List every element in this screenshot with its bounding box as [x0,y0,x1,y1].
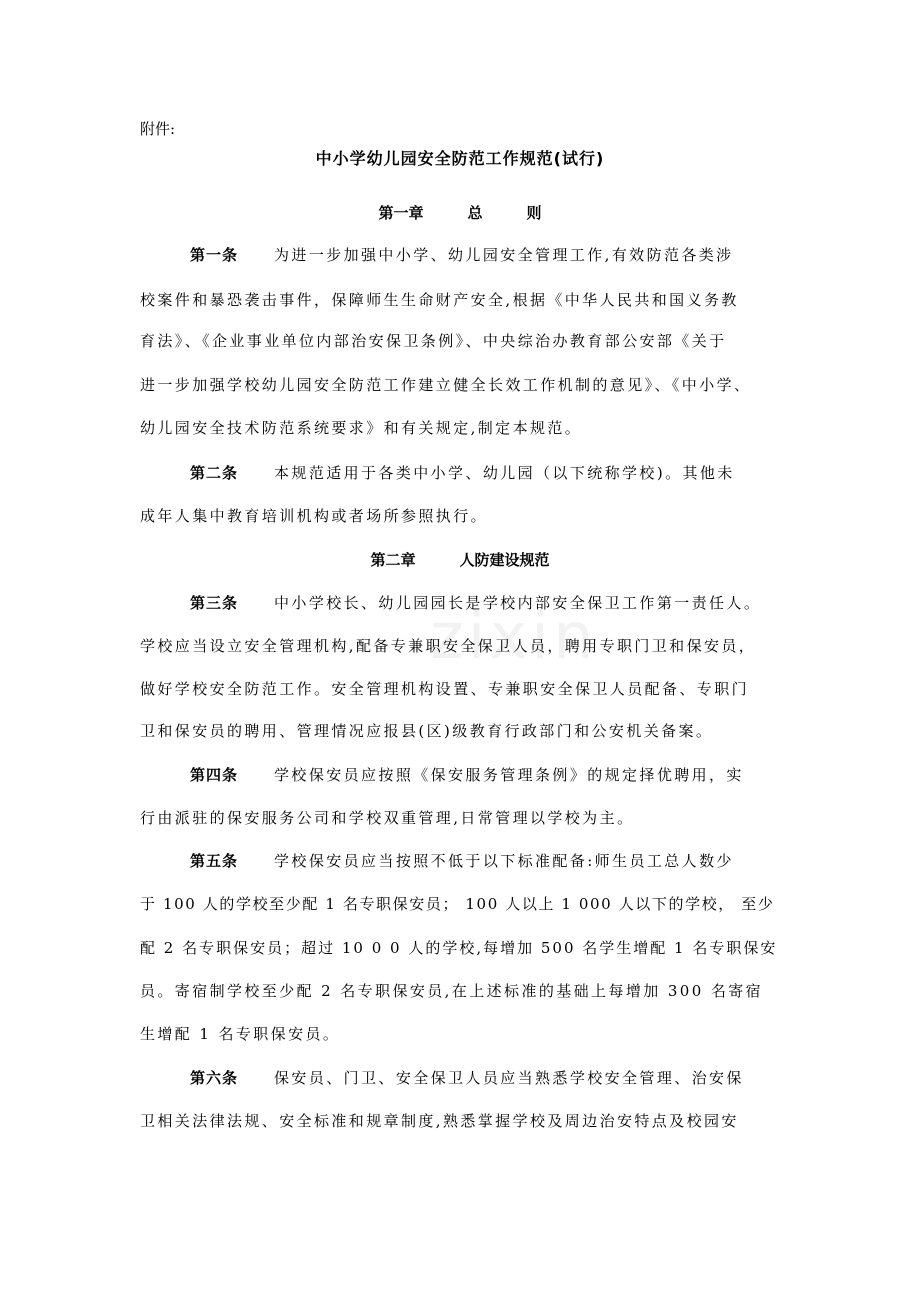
article-label: 第三条 [190,594,239,612]
article-5-line: 员。寄宿制学校至少配 2 名专职保安员,在上述标准的基础上每增加 300 名寄宿 [140,982,764,1000]
article-6-line [190,1068,780,1088]
chapter-heading-2 [0,549,920,570]
article-5-line [190,851,780,871]
article-3-line: 学校应当设立安全管理机构,配备专兼职安全保卫人员，聘用专职门卫和保安员， [140,637,757,655]
article-label: 第一条 [190,246,239,264]
article-2-line: 成年人集中教育培训机构或者场所参照执行。 [140,507,489,525]
article-5-line: 配 2 名专职保安员；超过 10 0 0 人的学校,每增加 500 名学生增配 1 名专职保安 [140,939,778,957]
article-3-line: 做好学校安全防范工作。安全管理机构设置、专兼职安全保卫人员配备、专职门 [140,680,750,698]
article-label: 第五条 [190,852,239,870]
chapter-name-part: 总 [467,204,483,222]
watermark: zixin [430,600,598,674]
article-1-line: 进一步加强学校幼儿园安全防范工作建立健全长效工作机制的意见》、《中小学、 [140,376,752,394]
article-3-line: 卫和保安员的聘用、管理情况应报县(区)级教育行政部门和公安机关备案。 [140,722,714,740]
article-4-line [190,765,780,785]
article-5-line: 于 100 人的学校至少配 1 名专职保安员； 100 人以上 1 000 人以下的学校， 至少 [140,895,775,913]
article-label: 第六条 [190,1069,239,1087]
article-1-line: 校案件和暴恐袭击事件，保障师生生命财产安全,根据《中华人民共和国义务教 [140,291,739,309]
article-label: 第四条 [190,766,239,784]
article-label: 第二条 [190,464,239,482]
article-1-line: 幼儿园安全技术防范系统要求》和有关规定,制定本规范。 [140,419,583,437]
article-text: 学校保安员应当按照不低于以下标准配备:师生员工总人数少 [274,852,734,870]
article-1-line [190,245,780,265]
article-text: 本规范适用于各类中小学、幼儿园（以下统称学校)。其他未 [274,464,735,482]
article-text: 为进一步加强中小学、幼儿园安全管理工作,有效防范各类涉 [274,246,734,264]
attachment-label: 附件: [140,120,176,138]
article-text: 学校保安员应按照《保安服务管理条例》的规定择优聘用，实 [274,766,744,784]
chapter-number: 第二章 [370,551,416,569]
document-title: 中小学幼儿园安全防范工作规范(试行) [315,149,605,168]
article-6-line: 卫相关法律法规、安全标准和规章制度,熟悉掌握学校及周边治安特点及校园安 [140,1112,739,1130]
chapter-name-part: 则 [526,204,542,222]
chapter-name: 人防建设规范 [459,551,550,569]
article-text: 保安员、门卫、安全保卫人员应当熟悉学校安全管理、治安保 [274,1069,744,1087]
article-4-line: 行由派驻的保安服务公司和学校双重管理,日常管理以学校为主。 [140,809,635,827]
chapter-number: 第一章 [378,204,424,222]
article-2-line [190,463,780,483]
article-5-line: 生增配 1 名专职保安员。 [140,1025,341,1043]
article-1-line: 育法》、《企业事业单位内部治安保卫条例》、中央综治办教育部公安部《关于 [140,332,727,350]
article-text: 中小学校长、幼儿园园长是学校内部安全保卫工作第一责任人。 [274,594,762,612]
article-3-line [190,593,780,613]
chapter-heading-1 [0,202,920,223]
